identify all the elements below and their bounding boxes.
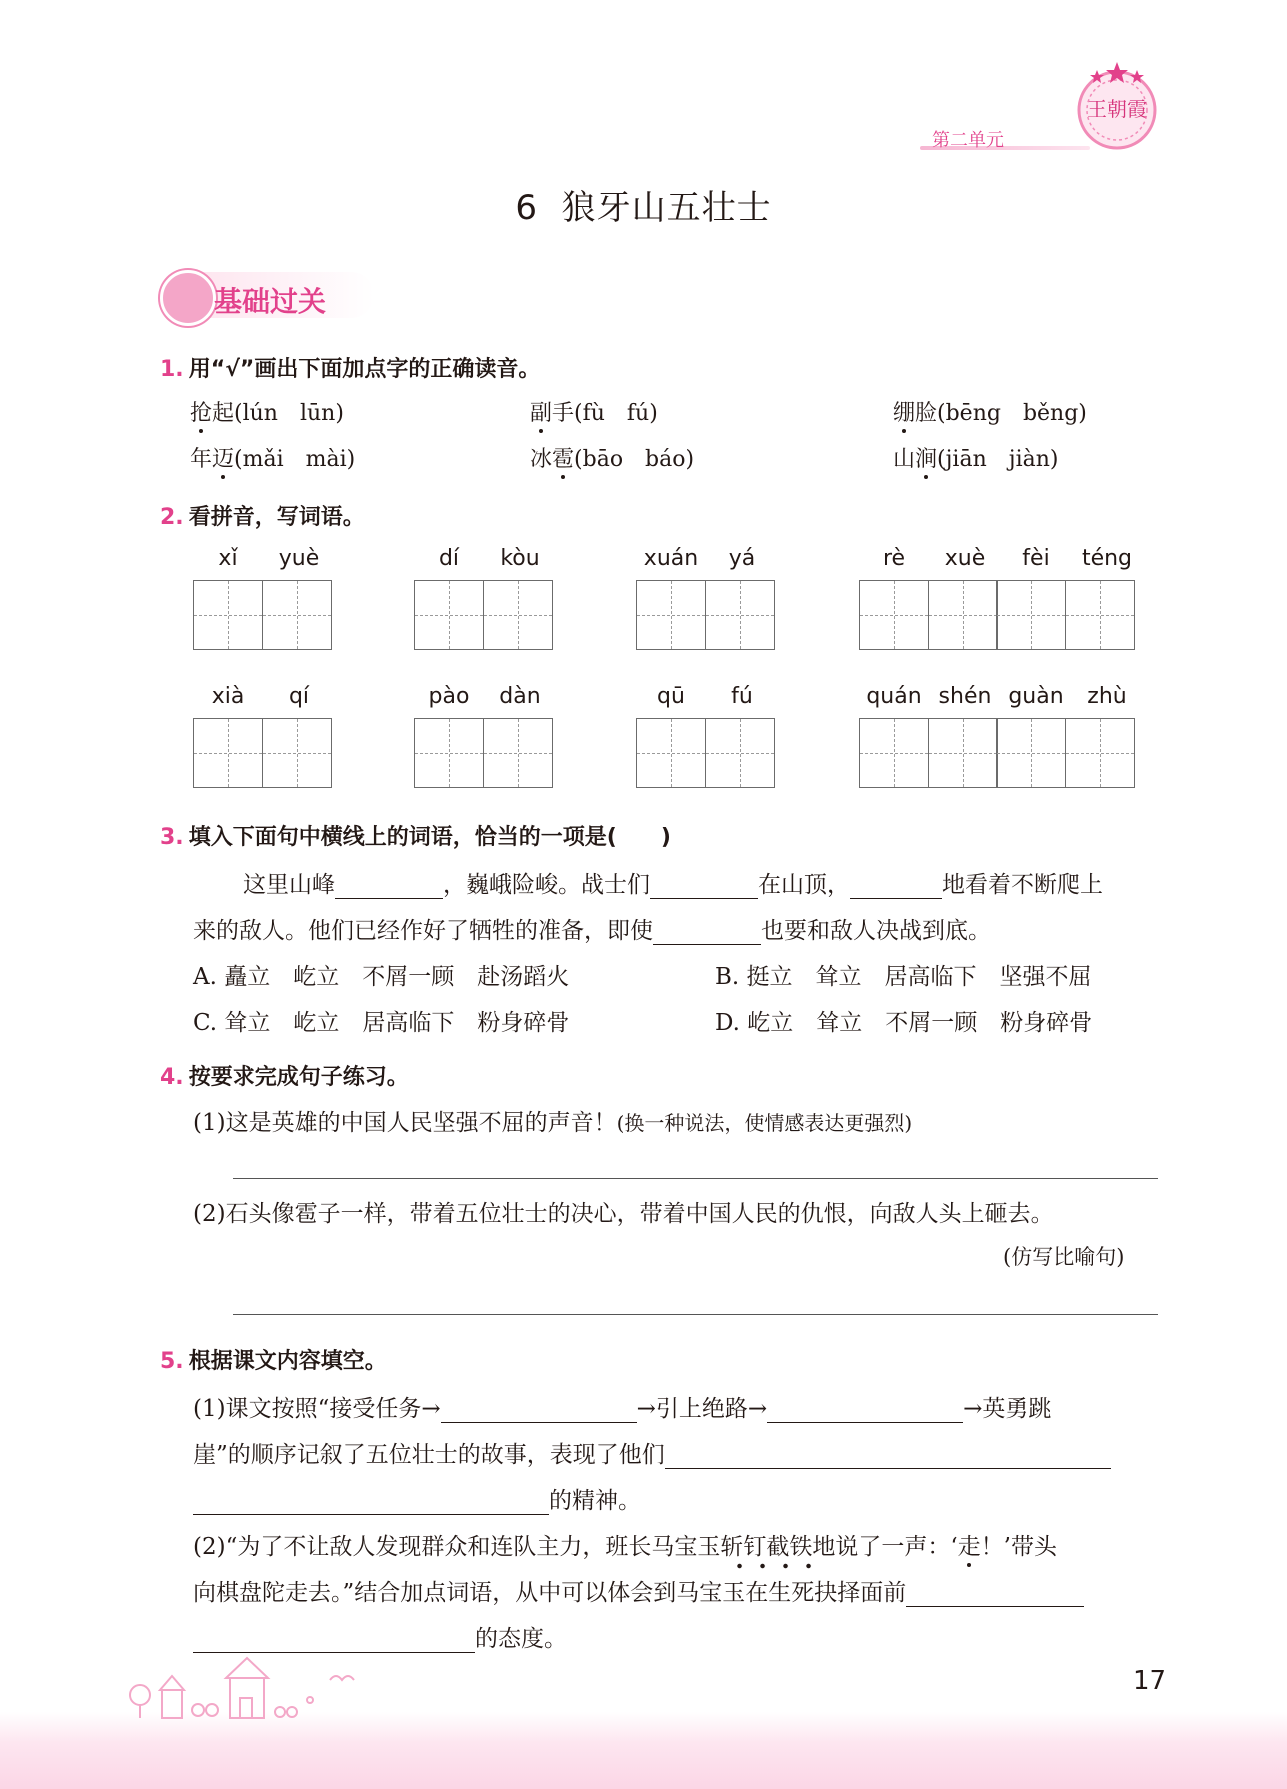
lesson-title-text: 狼牙山五壮士 — [561, 188, 772, 228]
question-5-prompt: 5. 根据课文内容填空。 — [160, 1349, 387, 1374]
pinyin: guàn — [1008, 684, 1064, 709]
fill-blank[interactable] — [665, 1444, 1111, 1469]
pinyin: fèi — [1022, 546, 1050, 571]
writing-grid[interactable] — [636, 718, 775, 788]
question-4-prompt: 4. 按要求完成句子练习。 — [160, 1065, 409, 1090]
pinyin: téng — [1081, 546, 1133, 571]
fill-blank[interactable] — [850, 874, 942, 899]
pinyin: kòu — [500, 546, 540, 571]
question-1-prompt: 1. 用“√”画出下面加点字的正确读音。 — [160, 357, 541, 382]
pinyin: pào — [428, 684, 470, 709]
fill-blank[interactable] — [767, 1398, 963, 1423]
town-illustration-icon — [120, 1650, 380, 1720]
question-3-prompt: 3. 填入下面句中横线上的词语，恰当的一项是( ) — [160, 825, 671, 850]
q3-option-a[interactable]: A. 矗立 屹立 不屑一顾 赴汤蹈火 — [193, 964, 570, 990]
q1-item[interactable]: 年迈(mǎi mài) — [190, 447, 356, 472]
publisher-logo — [1072, 60, 1162, 152]
q5-part-1-line-3: 的精神。 — [193, 1482, 641, 1515]
q4-part-2: (2)石头像雹子一样，带着五位壮士的决心，带着中国人民的仇恨，向敌人头上砸去。 — [193, 1201, 1054, 1227]
student-avatar-icon — [160, 270, 216, 326]
q1-item[interactable]: 冰雹(bāo báo) — [530, 447, 695, 472]
pinyin: shén — [938, 684, 992, 709]
question-2-prompt: 2. 看拼音，写词语。 — [160, 505, 365, 530]
q3-passage-line-1: 这里山峰 ，巍峨险峻。战士们 在山顶， 地看着不断爬上 — [243, 872, 1103, 898]
pinyin: dí — [438, 546, 460, 571]
q1-item[interactable]: 山涧(jiān jiàn) — [893, 447, 1059, 472]
pinyin: rè — [882, 546, 906, 571]
q5-part-1-line-2: 崖”的顺序记叙了五位壮士的故事，表现了他们 — [193, 1436, 1111, 1469]
pinyin: xuán — [643, 546, 699, 571]
writing-grid[interactable] — [859, 718, 1135, 788]
lesson-title — [0, 180, 1287, 229]
writing-grid[interactable] — [414, 580, 553, 650]
fill-blank[interactable] — [441, 1398, 637, 1423]
q1-item[interactable]: 绷脸(bēng běng) — [893, 401, 1087, 426]
q3-passage-line-2: 来的敌人。他们已经作好了牺牲的准备，即使 也要和敌人决战到底。 — [193, 918, 991, 944]
q1-item[interactable]: 抢起(lún lūn) — [190, 401, 344, 426]
pinyin: qū — [657, 684, 685, 709]
writing-grid[interactable] — [636, 580, 775, 650]
pinyin: yá — [728, 546, 756, 571]
pinyin: zhù — [1087, 684, 1127, 709]
lesson-number: 6 — [515, 188, 538, 228]
q3-option-d[interactable]: D. 屹立 耸立 不屑一顾 粉身碎骨 — [715, 1010, 1093, 1036]
q3-option-c[interactable]: C. 耸立 屹立 居高临下 粉身碎骨 — [193, 1010, 570, 1036]
unit-label: 第二单元 — [932, 130, 1004, 151]
q4-part-1: (1)这是英雄的中国人民坚强不屈的声音！(换一种说法，使情感表达更强烈) — [193, 1110, 913, 1136]
q5-part-2-line-1: (2)“为了不让敌人发现群众和连队主力，班长马宝玉斩钉截铁地说了一声：‘走！’带头 — [193, 1528, 1057, 1561]
q1-item[interactable]: 副手(fù fú) — [530, 401, 658, 426]
fill-blank[interactable] — [335, 874, 443, 899]
writing-grid[interactable] — [414, 718, 553, 788]
pinyin: xuè — [944, 546, 986, 571]
pinyin: qí — [288, 684, 310, 709]
dotted-word: 斩钉截铁 — [720, 1534, 812, 1570]
footer-band — [0, 1712, 1287, 1789]
fill-blank[interactable] — [906, 1582, 1084, 1607]
q5-part-2-line-3: 的态度。 — [193, 1620, 567, 1653]
writing-grid[interactable] — [859, 580, 1135, 650]
answer-line[interactable] — [233, 1314, 1158, 1315]
pinyin: quán — [866, 684, 922, 709]
fill-blank[interactable] — [193, 1490, 549, 1515]
q3-option-b[interactable]: B. 挺立 耸立 居高临下 坚强不屈 — [715, 964, 1092, 990]
answer-line[interactable] — [233, 1178, 1158, 1179]
pinyin: dàn — [499, 684, 541, 709]
writing-grid[interactable] — [193, 718, 332, 788]
pinyin: xǐ — [218, 546, 238, 571]
fill-blank[interactable] — [650, 874, 758, 899]
pinyin: yuè — [278, 546, 320, 571]
pinyin: fú — [731, 684, 753, 709]
writing-grid[interactable] — [193, 580, 332, 650]
q5-part-2-line-2: 向棋盘陀走去。”结合加点词语，从中可以体会到马宝玉在生死抉择面前 — [193, 1574, 1084, 1607]
svg-text:王朝霞: 王朝霞 — [1087, 97, 1147, 121]
fill-blank[interactable] — [653, 920, 761, 945]
pinyin: xià — [211, 684, 245, 709]
q4-part-2-requirement: (仿写比喻句) — [1003, 1245, 1125, 1269]
section-title: 基础过关 — [214, 285, 327, 318]
page-number: 17 — [1133, 1666, 1167, 1696]
q5-part-1-line-1: (1)课文按照“接受任务→ →引上绝路→ →英勇跳 — [193, 1396, 1052, 1422]
